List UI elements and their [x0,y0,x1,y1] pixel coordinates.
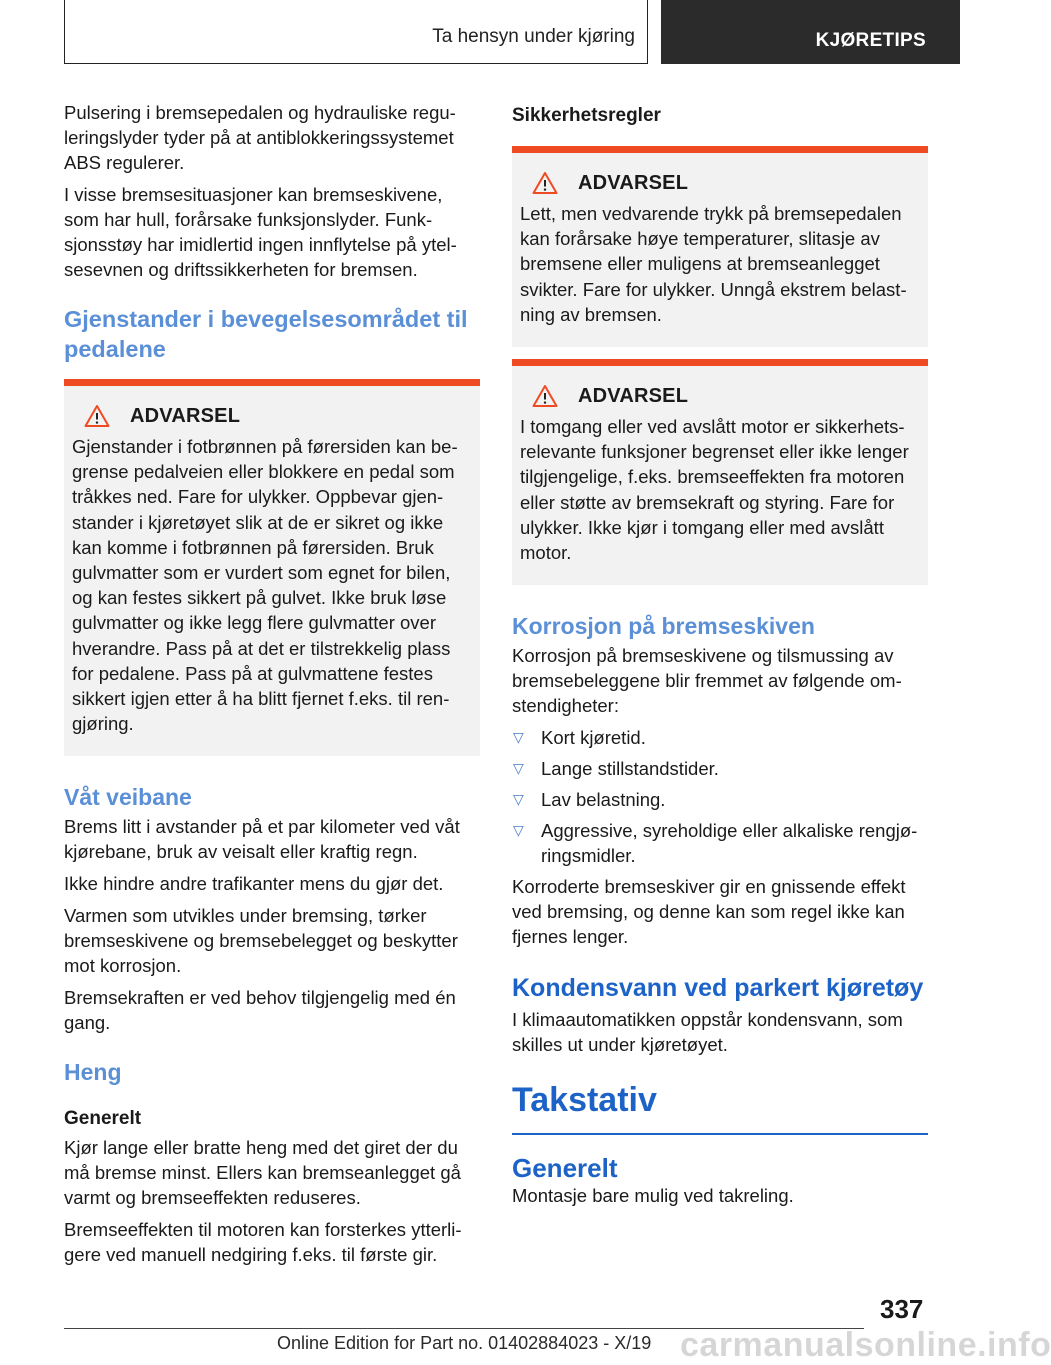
edition-note: Online Edition for Part no. 01402884023 - X/19 [277,1333,652,1353]
right-column [512,100,928,1215]
list-item-text: Aggressive, syreholdige eller alkaliske rengjøringsmidler. [541,820,918,867]
heading-roof-rack: Takstativ [512,1081,657,1120]
heading-wet-road: Våt veibane [64,784,192,811]
list-item-text: Lange stillstandstider. [541,758,719,780]
paragraph-abs: Pulsering i bremsepedalen og hydrauliske reguleringslyder tyder på at antiblokkeringssystemet ABS regulerer. [64,102,456,173]
list-item-text: Lav belastning. [541,789,666,811]
list-item [512,756,928,781]
triangle-bullet-icon: ▽ [513,822,524,839]
warning-header [520,384,920,408]
list-item [512,818,928,868]
paragraph-wet-2: Ikke hindre andre trafikanter mens du gjør det. [64,873,444,895]
warning-box-pedals [64,379,480,756]
paragraph-brake-discs: I visse bremsesituasjoner kan bremseskivene, som har hull, forårsake funksjonslyder. Funksjonsstøy har imidlertid ingen innflytelse på ytelsesevnen og driftssikkerheten for bremsen. [64,184,457,280]
warning-box-pressure [512,146,928,347]
section-title: Ta hensyn under kjøring [432,26,635,47]
paragraph-hill-1: Kjør lange eller bratte heng med det giret der du må bremse minst. Ellers kan bremseanlegget gå varmt og bremseeffekten reduseres. [64,1137,461,1209]
heading-hill: Heng [64,1059,122,1086]
warning-text: Lett, men vedvarende trykk på bremsepedalen kan forårsake høye temperaturer, slitasje av bremsene eller muligens at bremseanlegget svikter. Fare for ulykker. Unngå ekstrem belastning av bremsen. [520,203,907,325]
list-item [512,725,928,750]
corrosion-list [512,725,928,868]
page-number: 337 [880,1294,924,1324]
warning-triangle-icon [532,171,558,195]
paragraph-wet-3: Varmen som utvikles under bremsing, tørker bremseskivene og bremsebelegget og beskytter mot korrosjon. [64,905,458,977]
paragraph-corrosion-1: Korrosjon på bremseskivene og tilsmussing av bremsebeleggene blir fremmet av følgende omstendigheter: [512,645,902,717]
page-header [0,0,960,66]
chapter-divider [512,1133,928,1135]
warning-label: ADVARSEL [130,404,241,427]
section-header-box [64,0,648,64]
warning-text: I tomgang eller ved avslått motor er sikkerhetsrelevante funksjoner begrenset eller ikke lenger tilgjengelige, f.eks. bremseeffekten fra motoren eller støtte av bremsekraft og styring. Fare for ulykker. Ikke kjør i tomgang eller med avslått motor. [520,416,909,564]
warning-header [72,404,472,428]
heading-corrosion: Korrosjon på bremseskiven [512,613,815,640]
triangle-bullet-icon: ▽ [513,729,524,746]
heading-general-hill: Generelt [64,1108,142,1130]
watermark: carmanualsonline.info [680,1326,1051,1364]
warning-triangle-icon [84,404,110,428]
triangle-bullet-icon: ▽ [513,760,524,777]
heading-pedals: Gjenstander i bevegelsesområdet til pedalene [64,306,468,362]
warning-label: ADVARSEL [578,384,689,407]
paragraph-corrosion-2: Korroderte bremseskiver gir en gnissende effekt ved bremsing, og denne kan som regel ikke kan fjernes lenger. [512,876,906,948]
heading-condensation: Kondensvann ved parkert kjøretøy [512,974,924,1003]
warning-text: Gjenstander i fotbrønnen på førersiden kan begrense pedalveien eller blokkere en pedal som tråkkes ned. Fare for ulykker. Oppbevar gjenstander i kjøretøyet slik at de er sikret og ikke kan komme i fotbrønnen på førersiden. Bruk gulvmatter som er vurdert som egnet for bilen, og kan festes sikkert på gulvet. Ikke bruk løse gulvmatter og ikke legg flere gulvmatter over hverandre. Pass på at det er tilstrekkelig plass for pedalene. Pass på at gulvmattene festes sikkert igjen etter å ha blitt fjernet f.eks. til rengjøring. [72,436,458,735]
warning-label: ADVARSEL [578,171,689,194]
list-item-text: Kort kjøretid. [541,727,646,749]
chapter-tab: KJØRETIPS [661,0,960,64]
paragraph-wet-1: Brems litt i avstander på et par kilometer ved våt kjørebane, bruk av veisalt eller kraftig regn. [64,816,460,863]
paragraph-roof: Montasje bare mulig ved takreling. [512,1185,794,1207]
list-item [512,787,928,812]
heading-safety-rules: Sikkerhetsregler [512,105,661,126]
paragraph-wet-4: Bremsekraften er ved behov tilgjengelig med én gang. [64,987,456,1034]
paragraph-condensation: I klimaautomatikken oppstår kondensvann, som skilles ut under kjøretøyet. [512,1009,903,1056]
warning-header [520,171,920,195]
triangle-bullet-icon: ▽ [513,791,524,808]
heading-general-roof: Generelt [512,1153,618,1184]
left-column [64,100,480,1274]
warning-triangle-icon [532,384,558,408]
warning-box-idle [512,359,928,585]
paragraph-hill-2: Bremseeffekten til motoren kan forsterkes ytterligere ved manuell nedgiring f.eks. til første gir. [64,1219,462,1266]
